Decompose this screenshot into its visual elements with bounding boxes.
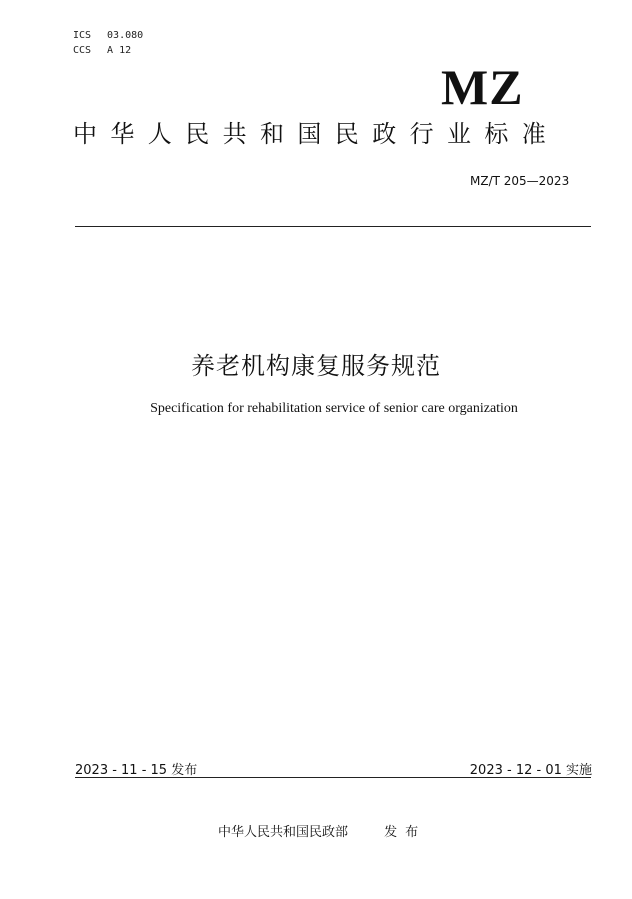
ccs-code: [73, 45, 131, 56]
ics-label: ICS: [73, 30, 92, 41]
standard-number: MZ/T 205—2023: [470, 174, 570, 188]
ccs-label: CCS: [73, 45, 92, 56]
implement-date: 2023 - 12 - 01 实施: [469, 763, 592, 778]
ics-code: [73, 30, 143, 41]
header-divider: [75, 226, 591, 227]
ics-value: 03.080: [107, 30, 144, 41]
document-title-chinese: 养老机构康复服务规范: [191, 352, 441, 380]
standard-category-title: 中华人民共和国民政行业标准: [73, 120, 560, 148]
document-title-english: Specification for rehabilitation service of senior care organization: [150, 401, 518, 416]
issuer-name: 中华人民共和国民政部: [218, 825, 349, 840]
footer-divider: [75, 777, 591, 778]
issuer-action: 发布: [384, 825, 427, 840]
issuer-line: [218, 821, 426, 840]
ccs-value: A 12: [107, 45, 132, 56]
mz-logo: MZ: [441, 59, 524, 115]
publish-date: 2023 - 11 - 15 发布: [75, 763, 198, 778]
